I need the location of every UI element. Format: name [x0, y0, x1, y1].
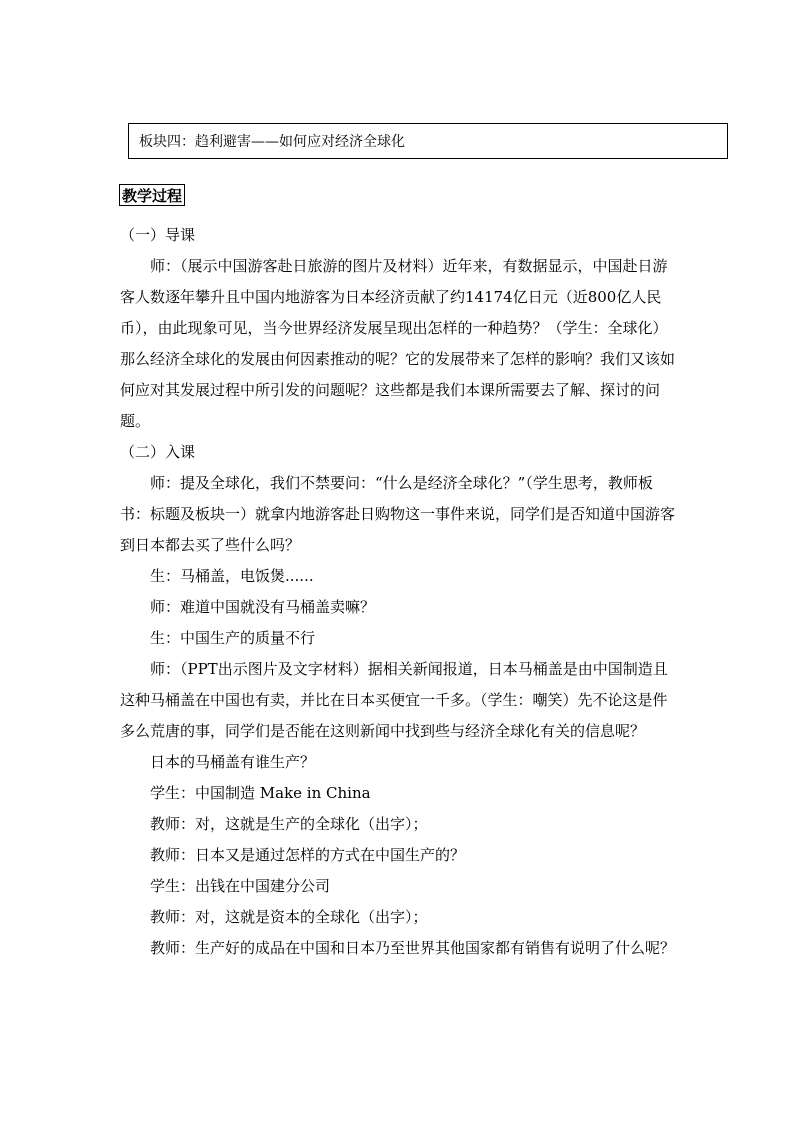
paragraph: 生：中国生产的质量不行: [150, 629, 316, 647]
paragraph: 师：（展示中国游客赴日旅游的图片及材料）近年来，有数据显示，中国赴日游客人数逐年攀升且中国内地游客为日本经济贡献了约14174亿日元（近800亿人民币），由此现象可见，当今世界经济发展呈现出怎样的一种趋势？（学生：全球化）那么经济全球化的发展由何因素推动的呢？它的发展带来了怎样的影响？我们又该如何应对其发展过程中所引发的问题呢？这些都是我们本课所需要去了解、探讨的问题。: [120, 257, 676, 430]
paragraph: 教师：对，这就是生产的全球化（出字）；: [150, 815, 428, 833]
section-label: 教学过程: [119, 184, 185, 206]
module-title: 板块四：趋利避害——如何应对经济全球化: [139, 134, 405, 150]
paragraph: 师：提及全球化，我们不禁要问：“什么是经济全球化？”（学生思考，教师板书：标题及板块一）就拿内地游客赴日购物这一事件来说，同学们是否知道中国游客到日本都去买了些什么吗？: [120, 474, 676, 554]
paragraph: 学生：出钱在中国建分公司: [150, 877, 331, 895]
paragraph: 教师：对，这就是资本的全球化（出字）；: [150, 908, 428, 926]
subheading-lesson: （二）入课: [120, 443, 196, 461]
paragraph: 师：（PPT出示图片及文字材料）据相关新闻报道，日本马桶盖是由中国制造且这种马桶盖在中国也有卖，并比在日本买便宜一千多。（学生：嘲笑）先不论这是件多么荒唐的事，同学们是否能在这则新闻中找到些与经济全球化有关的信息呢？: [120, 660, 668, 740]
paragraph: 日本的马桶盖有谁生产？: [150, 753, 316, 771]
paragraph: 生：马桶盖，电饭煲......: [150, 567, 314, 585]
document-body: [120, 220, 676, 964]
module-header-box: [128, 123, 728, 159]
subheading-intro: （一）导课: [120, 226, 196, 244]
paragraph: 师：难道中国就没有马桶盖卖嘛？: [150, 598, 376, 616]
paragraph: 学生：中国制造 Make in China: [150, 784, 371, 802]
paragraph: 教师：生产好的成品在中国和日本乃至世界其他国家都有销售有说明了什么呢？: [150, 939, 676, 957]
paragraph: 教师：日本又是通过怎样的方式在中国生产的？: [150, 846, 466, 864]
